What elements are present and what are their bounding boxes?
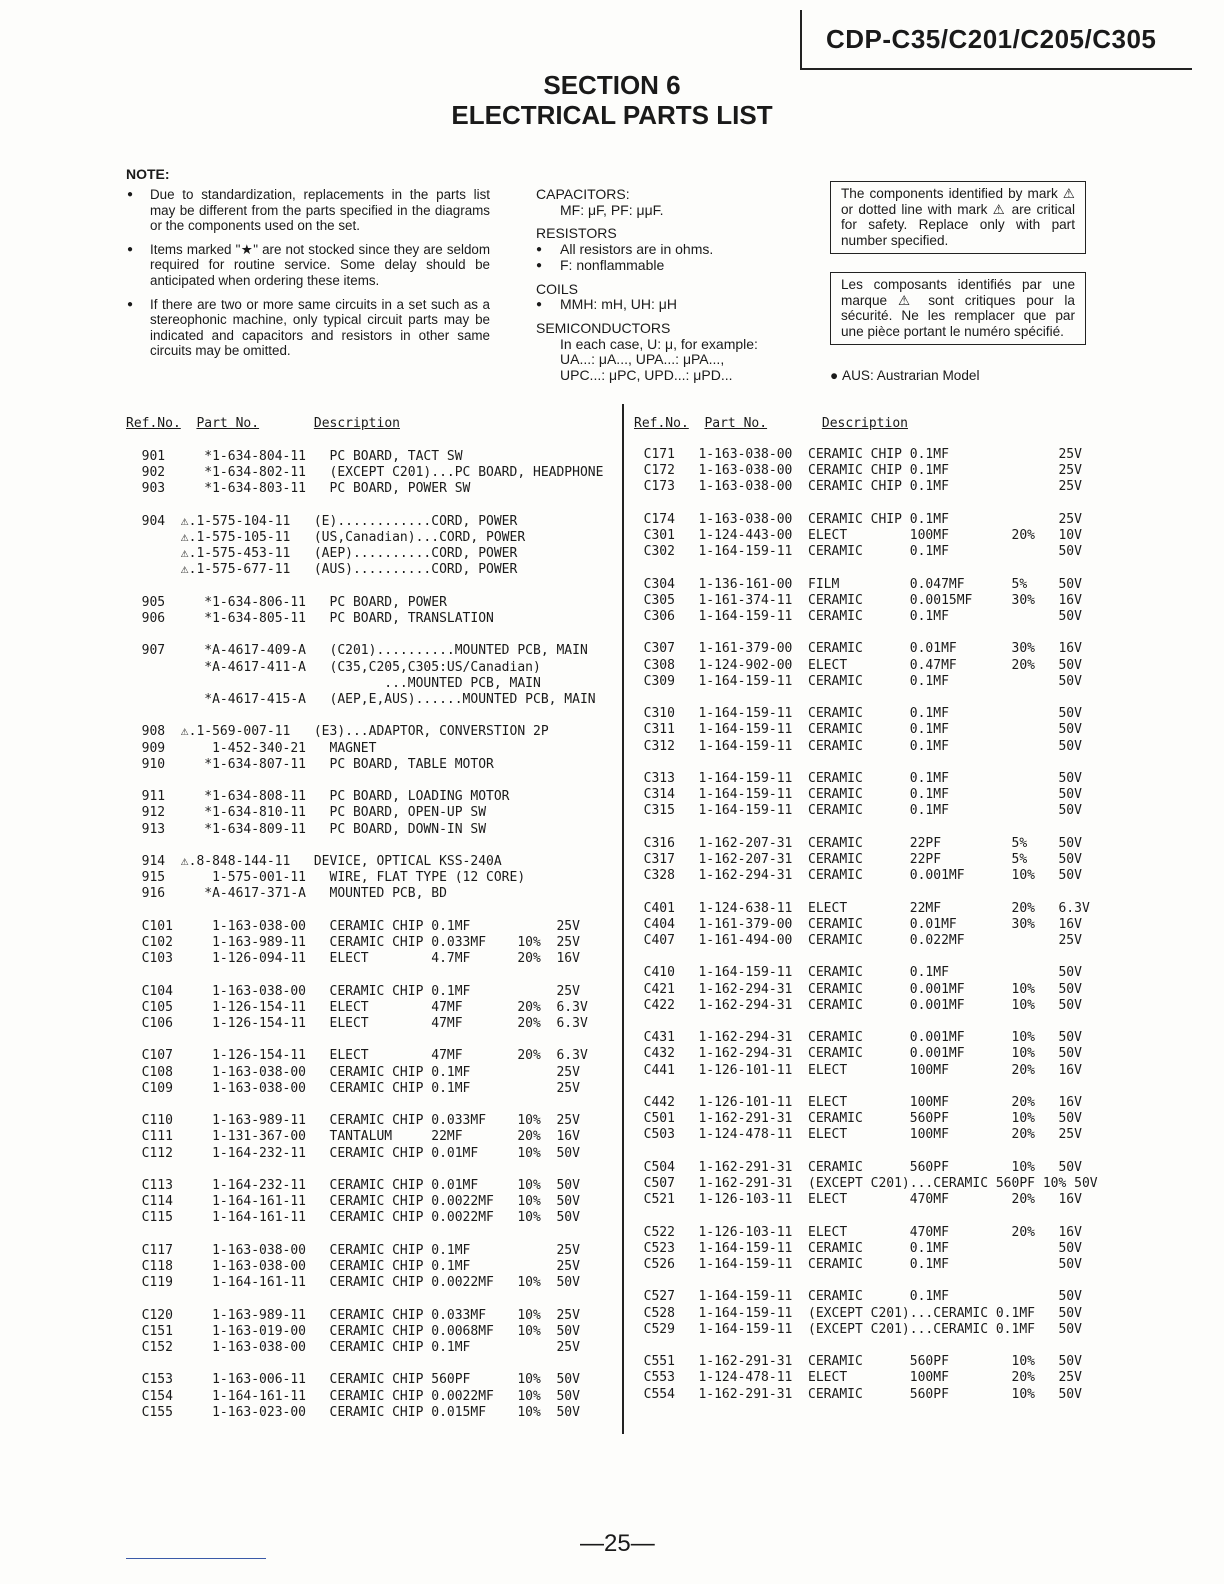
table-row: C174 1-163-038-00 CERAMIC CHIP 0.1MF 25V xyxy=(628,511,1082,527)
table-row: C117 1-163-038-00 CERAMIC CHIP 0.1MF 25V xyxy=(126,1242,580,1258)
table-row: C554 1-162-291-31 CERAMIC 560PF 10% 50V xyxy=(628,1386,1082,1402)
table-row: C522 1-126-103-11 ELECT 470MF 20% 16V xyxy=(628,1224,1082,1240)
table-row: C315 1-164-159-11 CERAMIC 0.1MF 50V xyxy=(628,803,1082,819)
ref-no-header: Ref.No. xyxy=(126,416,181,431)
table-row: C113 1-164-232-11 CERAMIC CHIP 0.01MF 10% 50V xyxy=(126,1177,580,1193)
table-row: 915 1-575-001-11 WIRE, FLAT TYPE (12 CORE) xyxy=(126,870,526,886)
description-header: Description xyxy=(313,416,400,431)
group-spacer xyxy=(126,498,603,514)
group-spacer xyxy=(126,838,603,854)
table-row: C108 1-163-038-00 CERAMIC CHIP 0.1MF 25V xyxy=(126,1064,580,1080)
table-row: C521 1-126-103-11 ELECT 470MF 20% 16V xyxy=(628,1192,1082,1208)
part-no-header: Part No. xyxy=(704,416,768,431)
ref-no-header: Ref.No. xyxy=(634,416,689,431)
table-row: 901 *1-634-804-11 PC BOARD, TACT SW xyxy=(126,449,463,464)
group-spacer xyxy=(628,1079,1098,1095)
table-row: 911 *1-634-808-11 PC BOARD, LOADING MOTOR xyxy=(126,789,510,805)
table-row: C102 1-163-989-11 CERAMIC CHIP 0.033MF 10% 25V xyxy=(126,934,580,950)
table-row: 914 ⚠.8-848-144-11 DEVICE, OPTICAL KSS-240A xyxy=(126,853,502,869)
semiconductors-line: UA...: μA..., UPA...: μPA..., xyxy=(560,351,725,368)
note-label: NOTE: xyxy=(126,166,170,182)
table-row: C507 1-162-291-31 (EXCEPT C201)...CERAMIC 560PF 10% 50V xyxy=(628,1175,1098,1191)
page-number: —25— xyxy=(580,1530,655,1557)
table-row: 909 1-452-340-21 MAGNET xyxy=(126,740,377,756)
table-row: 916 *A-4617-371-A MOUNTED PCB, BD xyxy=(126,886,447,902)
table-row: C173 1-163-038-00 CERAMIC CHIP 0.1MF 25V xyxy=(628,479,1082,495)
section-title: ELECTRICAL PARTS LIST xyxy=(451,100,773,130)
table-row: 912 *1-634-810-11 PC BOARD, OPEN-UP SW xyxy=(126,805,487,821)
table-row: C410 1-164-159-11 CERAMIC 0.1MF 50V xyxy=(628,965,1082,981)
table-row: C101 1-163-038-00 CERAMIC CHIP 0.1MF 25V xyxy=(126,918,580,934)
table-row: C432 1-162-294-31 CERAMIC 0.001MF 10% 50V xyxy=(628,1046,1082,1062)
aus-model-note xyxy=(830,368,980,383)
units-legend xyxy=(536,187,816,384)
group-spacer xyxy=(126,708,603,724)
table-row: ⚠.1-575-677-11 (AUS)..........CORD, POWER xyxy=(126,562,518,578)
table-row: C317 1-162-207-31 CERAMIC 22PF 5% 50V xyxy=(628,851,1082,867)
note-item: ● Due to standardization, replacements in the parts list may be different from the parts specified in the diagrams or the components used on the set. xyxy=(126,187,490,234)
table-row: 903 *1-634-803-11 PC BOARD, POWER SW xyxy=(126,481,471,497)
group-spacer xyxy=(628,755,1098,771)
table-row: C111 1-131-367-00 TANTALUM 22MF 20% 16V xyxy=(126,1129,580,1145)
semiconductors-line: In each case, U: μ, for example: xyxy=(560,335,758,352)
group-spacer xyxy=(126,1291,603,1307)
coils-heading: COILS xyxy=(536,280,579,297)
group-spacer xyxy=(126,773,603,789)
table-row: C120 1-163-989-11 CERAMIC CHIP 0.033MF 10% 25V xyxy=(126,1307,580,1323)
table-row: 906 *1-634-805-11 PC BOARD, TRANSLATION xyxy=(126,611,494,626)
parts-list-right xyxy=(628,447,1098,1403)
model-number: CDP-C35/C201/C205/C305 xyxy=(826,24,1157,54)
table-row: C115 1-164-161-11 CERAMIC CHIP 0.0022MF 10% 50V xyxy=(126,1210,580,1226)
group-spacer xyxy=(126,627,603,643)
table-row: C305 1-161-374-11 CERAMIC 0.0015MF 30% 16V xyxy=(628,592,1082,608)
table-row: C114 1-164-161-11 CERAMIC CHIP 0.0022MF 10% 50V xyxy=(126,1194,580,1210)
table-row: C309 1-164-159-11 CERAMIC 0.1MF 50V xyxy=(628,673,1082,689)
group-spacer xyxy=(126,903,603,919)
table-row: C431 1-162-294-31 CERAMIC 0.001MF 10% 50V xyxy=(628,1030,1082,1046)
group-spacer xyxy=(126,1162,603,1178)
footer-rule xyxy=(126,1558,266,1559)
aus-model-text: AUS: Austrarian Model xyxy=(842,368,980,383)
note-list xyxy=(126,187,490,367)
table-row: 913 *1-634-809-11 PC BOARD, DOWN-IN SW xyxy=(126,821,487,837)
part-no-header: Part No. xyxy=(196,416,260,431)
table-row: C118 1-163-038-00 CERAMIC CHIP 0.1MF 25V xyxy=(126,1258,580,1274)
table-row: 908 ⚠.1-569-007-11 (E3)...ADAPTOR, CONVERSTION 2P xyxy=(126,724,549,740)
group-spacer xyxy=(126,967,603,983)
table-row: C316 1-162-207-31 CERAMIC 22PF 5% 50V xyxy=(628,835,1082,851)
group-spacer xyxy=(628,884,1098,900)
description-header: Description xyxy=(821,416,908,431)
section-number: SECTION 6 xyxy=(543,70,681,100)
group-spacer xyxy=(126,1097,603,1113)
table-row: C151 1-163-019-00 CERAMIC CHIP 0.0068MF 10% 50V xyxy=(126,1323,580,1339)
table-row: ⚠.1-575-453-11 (AEP)..........CORD, POWER xyxy=(126,546,518,562)
group-spacer xyxy=(628,625,1098,641)
table-row: *A-4617-415-A (AEP,E,AUS)......MOUNTED PCB, MAIN xyxy=(126,692,596,707)
table-row: C112 1-164-232-11 CERAMIC CHIP 0.01MF 10% 50V xyxy=(126,1145,580,1161)
semiconductors-line: UPC...: μPC, UPD...: μPD... xyxy=(560,367,733,384)
table-row: C422 1-162-294-31 CERAMIC 0.001MF 10% 50V xyxy=(628,997,1082,1013)
group-spacer xyxy=(628,820,1098,836)
table-row: C307 1-161-379-00 CERAMIC 0.01MF 30% 16V xyxy=(628,641,1082,657)
group-spacer xyxy=(628,496,1098,512)
table-row: C527 1-164-159-11 CERAMIC 0.1MF 50V xyxy=(628,1289,1082,1305)
resistors-item: ● All resistors are in ohms. xyxy=(536,242,816,258)
table-row: C314 1-164-159-11 CERAMIC 0.1MF 50V xyxy=(628,787,1082,803)
table-row: C110 1-163-989-11 CERAMIC CHIP 0.033MF 10% 25V xyxy=(126,1113,580,1129)
group-spacer xyxy=(628,1144,1098,1160)
note-item: ● Items marked "★" are not stocked since they are seldom required for routine service. Some delay should be anticipated when ordering these items. xyxy=(126,242,490,289)
table-row: 907 *A-4617-409-A (C201)..........MOUNTED PCB, MAIN xyxy=(126,643,588,659)
table-row: C312 1-164-159-11 CERAMIC 0.1MF 50V xyxy=(628,738,1082,754)
table-row: C171 1-163-038-00 CERAMIC CHIP 0.1MF 25V xyxy=(628,447,1082,462)
table-row: *A-4617-411-A (C35,C205,C305:US/Canadian) xyxy=(126,659,541,675)
table-row: C302 1-164-159-11 CERAMIC 0.1MF 50V xyxy=(628,544,1082,560)
table-row: C308 1-124-902-00 ELECT 0.47MF 20% 50V xyxy=(628,657,1082,673)
table-header-right xyxy=(634,416,908,432)
table-row: C119 1-164-161-11 CERAMIC CHIP 0.0022MF 10% 50V xyxy=(126,1275,580,1291)
table-row: C109 1-163-038-00 CERAMIC CHIP 0.1MF 25V xyxy=(126,1080,580,1096)
table-row: C442 1-126-101-11 ELECT 100MF 20% 16V xyxy=(628,1094,1082,1110)
group-spacer xyxy=(628,1208,1098,1224)
group-spacer xyxy=(126,579,603,595)
table-row: C551 1-162-291-31 CERAMIC 560PF 10% 50V xyxy=(628,1354,1082,1370)
table-row: C152 1-163-038-00 CERAMIC CHIP 0.1MF 25V xyxy=(126,1339,580,1355)
table-row: C155 1-163-023-00 CERAMIC CHIP 0.015MF 10% 50V xyxy=(126,1404,580,1420)
table-row: C441 1-126-101-11 ELECT 100MF 20% 16V xyxy=(628,1062,1082,1078)
group-spacer xyxy=(126,1227,603,1243)
table-row: 910 *1-634-807-11 PC BOARD, TABLE MOTOR xyxy=(126,756,494,772)
table-row: C153 1-163-006-11 CERAMIC CHIP 560PF 10% 50V xyxy=(126,1372,580,1388)
resistors-heading: RESISTORS xyxy=(536,225,617,242)
table-row: C401 1-124-638-11 ELECT 22MF 20% 6.3V xyxy=(628,900,1090,916)
table-row: C105 1-126-154-11 ELECT 47MF 20% 6.3V xyxy=(126,999,588,1015)
table-row: C106 1-126-154-11 ELECT 47MF 20% 6.3V xyxy=(126,1015,588,1031)
note-item: ● If there are two or more same circuits in a set such as a stereophonic machine, only typical circuit parts may be indicated and capacitors and resistors in other same circuits may be omitted. xyxy=(126,297,490,359)
table-row: C404 1-161-379-00 CERAMIC 0.01MF 30% 16V xyxy=(628,916,1082,932)
table-row: ⚠.1-575-105-11 (US,Canadian)...CORD, POWER xyxy=(126,530,526,545)
table-row: 904 ⚠.1-575-104-11 (E)............CORD, POWER xyxy=(126,513,518,529)
table-row: 902 *1-634-802-11 (EXCEPT C201)...PC BOARD, HEADPHONE xyxy=(126,465,604,481)
table-row: C306 1-164-159-11 CERAMIC 0.1MF 50V xyxy=(628,609,1082,624)
table-row: ...MOUNTED PCB, MAIN xyxy=(126,675,541,691)
table-row: C526 1-164-159-11 CERAMIC 0.1MF 50V xyxy=(628,1256,1082,1272)
group-spacer xyxy=(628,690,1098,706)
column-divider xyxy=(622,404,624,1434)
table-row: C104 1-163-038-00 CERAMIC CHIP 0.1MF 25V xyxy=(126,983,580,999)
bullet-icon: ● xyxy=(830,368,842,383)
table-row: C503 1-124-478-11 ELECT 100MF 20% 25V xyxy=(628,1127,1082,1143)
table-row: C313 1-164-159-11 CERAMIC 0.1MF 50V xyxy=(628,770,1082,786)
table-row: C407 1-161-494-00 CERAMIC 0.022MF 25V xyxy=(628,932,1082,948)
table-row: C501 1-162-291-31 CERAMIC 560PF 10% 50V xyxy=(628,1111,1082,1127)
table-row: C529 1-164-159-11 (EXCEPT C201)...CERAMIC 0.1MF 50V xyxy=(628,1321,1082,1337)
table-row: C504 1-162-291-31 CERAMIC 560PF 10% 50V xyxy=(628,1159,1082,1175)
group-spacer xyxy=(628,1273,1098,1289)
table-row: C523 1-164-159-11 CERAMIC 0.1MF 50V xyxy=(628,1240,1082,1256)
safety-note-french: Les composants identifiés par une marque ⚠ sont critiques pour la sécurité. Ne les remplacer que par une pièce portant le numéro spécifié. xyxy=(830,272,1086,345)
coils-item: ● MMH: mH, UH: μH xyxy=(536,297,816,313)
table-row: C107 1-126-154-11 ELECT 47MF 20% 6.3V xyxy=(126,1048,588,1064)
header-rule-vertical xyxy=(800,10,802,68)
table-row: C311 1-164-159-11 CERAMIC 0.1MF 50V xyxy=(628,722,1082,738)
group-spacer xyxy=(628,1338,1098,1354)
resistors-item: ● F: nonflammable xyxy=(536,258,816,274)
table-row: 905 *1-634-806-11 PC BOARD, POWER xyxy=(126,594,447,610)
parts-list-left xyxy=(126,449,603,1421)
table-row: C528 1-164-159-11 (EXCEPT C201)...CERAMIC 0.1MF 50V xyxy=(628,1305,1082,1321)
table-row: C172 1-163-038-00 CERAMIC CHIP 0.1MF 25V xyxy=(628,463,1082,479)
table-row: C304 1-136-161-00 FILM 0.047MF 5% 50V xyxy=(628,576,1082,592)
group-spacer xyxy=(628,1014,1098,1030)
group-spacer xyxy=(628,949,1098,965)
table-header-left xyxy=(126,416,400,432)
group-spacer xyxy=(628,560,1098,576)
group-spacer xyxy=(126,1032,603,1048)
safety-note-english: The components identified by mark ⚠ or dotted line with mark ⚠ are critical for safety. Replace only with part number specified. xyxy=(830,181,1086,254)
table-row: C154 1-164-161-11 CERAMIC CHIP 0.0022MF 10% 50V xyxy=(126,1388,580,1404)
capacitors-text: MF: μF, PF: μμF. xyxy=(560,201,664,218)
table-row: C553 1-124-478-11 ELECT 100MF 20% 25V xyxy=(628,1370,1082,1386)
table-row: C328 1-162-294-31 CERAMIC 0.001MF 10% 50V xyxy=(628,868,1082,884)
table-row: C421 1-162-294-31 CERAMIC 0.001MF 10% 50V xyxy=(628,981,1082,997)
table-row: C301 1-124-443-00 ELECT 100MF 20% 10V xyxy=(628,528,1082,543)
capacitors-heading: CAPACITORS: xyxy=(536,186,630,202)
semiconductors-heading: SEMICONDUCTORS xyxy=(536,319,671,336)
table-row: C103 1-126-094-11 ELECT 4.7MF 20% 16V xyxy=(126,951,580,967)
table-row: C310 1-164-159-11 CERAMIC 0.1MF 50V xyxy=(628,706,1082,722)
group-spacer xyxy=(126,1356,603,1372)
